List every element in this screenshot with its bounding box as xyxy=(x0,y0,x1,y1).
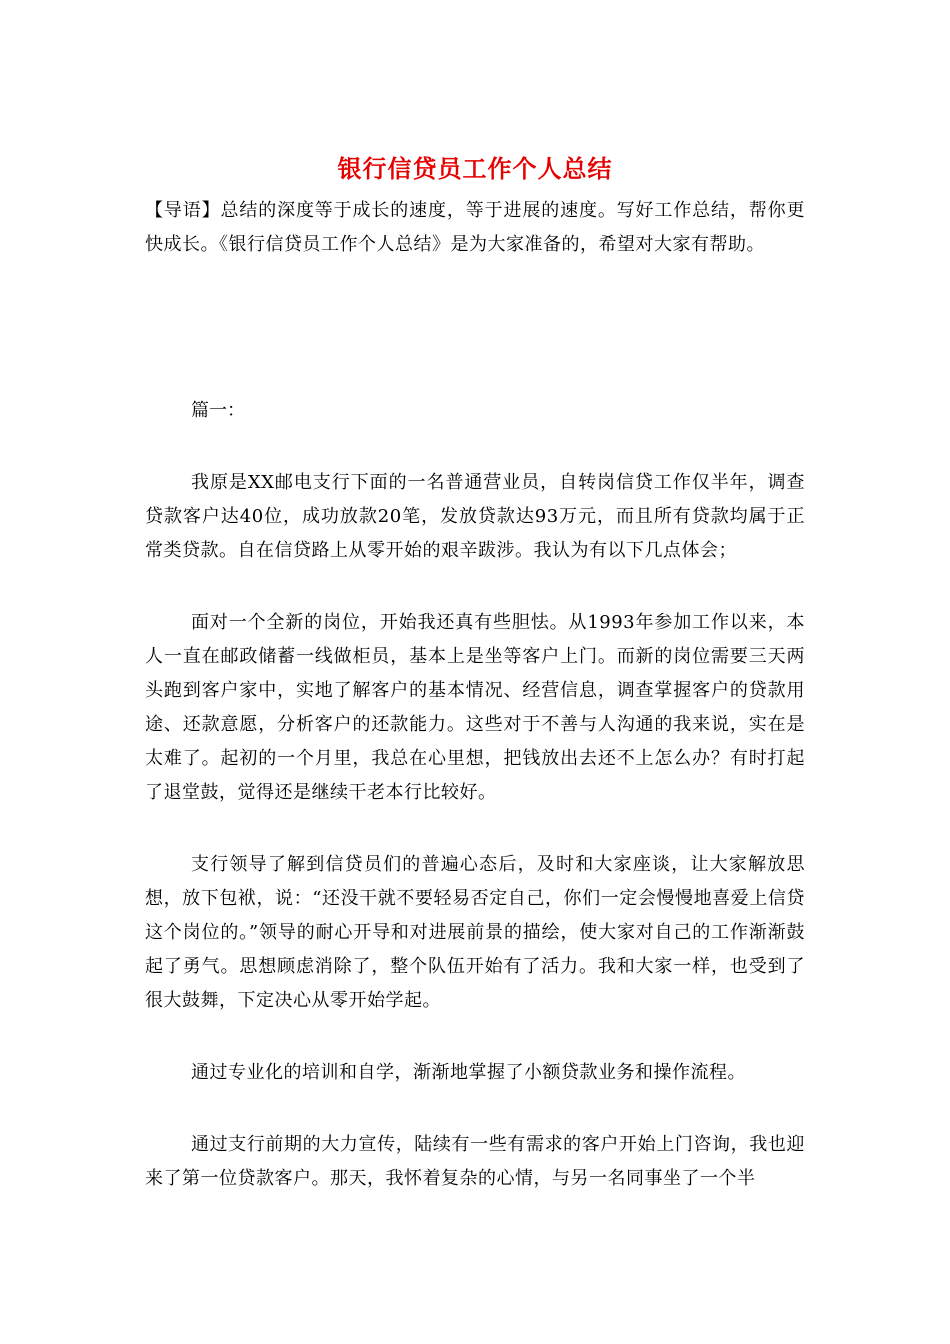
intro-paragraph: 【导语】总结的深度等于成长的速度，等于进展的速度。写好工作总结，帮你更快成长。《银行信贷员工作个人总结》是为大家准备的，希望对大家有帮助。 xyxy=(145,200,805,255)
section-label: 篇一： xyxy=(191,400,245,421)
body-paragraph-3: 支行领导了解到信贷员们的普遍心态后，及时和大家座谈，让大家解放思想，放下包袱，说：“还没干就不要轻易否定自己，你们一定会慢慢地喜爱上信贷这个岗位的。”领导的耐心开导和对进展前景的描绘，使大家对自己的工作渐渐鼓起了勇气。思想顾虑消除了，整个队伍开始有了活力。我和大家一样，也受到了很大鼓舞，下定决心从零开始学起。 xyxy=(145,854,805,1011)
document-title: 银行信贷员工作个人总结 xyxy=(337,154,613,183)
body-paragraph-2: 面对一个全新的岗位，开始我还真有些胆怯。从1993年参加工作以来，本人一直在邮政储蓄一线做柜员，基本上是坐等客户上门。而新的岗位需要三天两头跑到客户家中，实地了解客户的基本情况、经营信息，调查掌握客户的贷款用途、还款意愿，分析客户的还款能力。这些对于不善与人沟通的我来说，实在是太难了。起初的一个月里，我总在心里想，把钱放出去还不上怎么办？有时打起了退堂鼓，觉得还是继续干老本行比较好。 xyxy=(145,612,805,803)
body-paragraph-4: 通过专业化的培训和自学，渐渐地掌握了小额贷款业务和操作流程。 xyxy=(191,1062,746,1083)
body-paragraph-1: 我原是XX邮电支行下面的一名普通营业员，自转岗信贷工作仅半年，调查贷款客户达40位，成功放款20笔，发放贷款达93万元，而且所有贷款均属于正常类贷款。自在信贷路上从零开始的艰辛跋涉。我认为有以下几点体会； xyxy=(145,472,805,561)
body-paragraph-5: 通过支行前期的大力宣传，陆续有一些有需求的客户开始上门咨询，我也迎来了第一位贷款客户。那天，我怀着复杂的心情，与另一名同事坐了一个半 xyxy=(145,1134,805,1189)
